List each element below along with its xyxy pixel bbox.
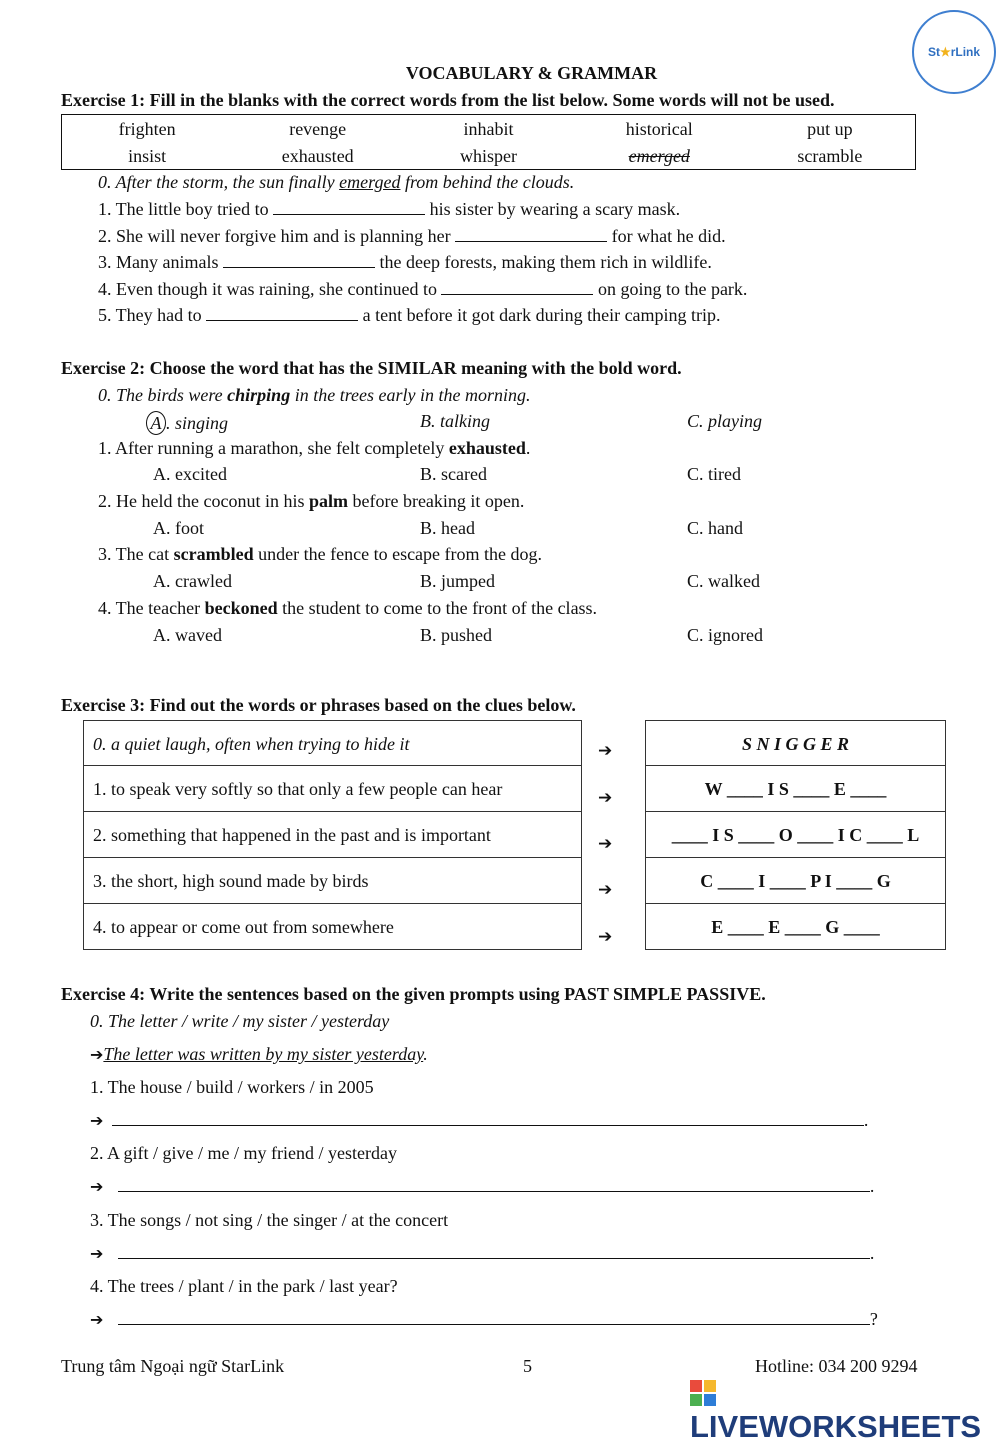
- answer-blank[interactable]: [441, 280, 593, 295]
- word-item: scramble: [797, 145, 863, 166]
- answer-line[interactable]: [118, 1310, 870, 1325]
- clue-cell: [83, 720, 582, 766]
- ex2-question-2: [98, 491, 524, 512]
- footer-center-name: Trung tâm Ngoại ngữ StarLink: [61, 1356, 285, 1376]
- ex1-item-text: 2. She will never forgive him and is planning her: [98, 226, 456, 246]
- clue-cell: [83, 766, 582, 812]
- ex1-item-3: [98, 252, 712, 273]
- answer-text: C ____ I ____ P I ____ G: [700, 871, 891, 891]
- ex4-prompt-4: 4. The trees / plant / in the park / last year?: [90, 1276, 398, 1296]
- answer-text: S N I G G E R: [741, 734, 850, 754]
- ex2-question-text: 1. After running a marathon, she felt completely: [98, 438, 449, 458]
- answer-text: W ____ I S ____ E ____: [704, 779, 887, 799]
- answer-line[interactable]: [112, 1111, 864, 1126]
- arrow-icon: ➔: [598, 880, 613, 900]
- ex1-example: [98, 172, 574, 193]
- arrow-icon: ➔: [90, 1310, 104, 1329]
- ex1-item-2: [98, 226, 726, 247]
- ex4-prompt-3: 3. The songs / not sing / the singer / at the concert: [90, 1210, 449, 1230]
- ex2-bold-word: scrambled: [173, 544, 254, 564]
- sentence-end: .: [869, 1176, 875, 1196]
- answer-cell[interactable]: [645, 904, 946, 950]
- ex1-item-text: 3. Many animals: [98, 252, 223, 272]
- word-item: put up: [807, 118, 853, 139]
- word-item: revenge: [289, 118, 347, 139]
- word-item: historical: [625, 118, 693, 139]
- ex2-question-text: 2. He held the coconut in his: [98, 491, 309, 511]
- ex4-prompt-1: 1. The house / build / workers / in 2005: [90, 1077, 374, 1097]
- ex1-item-text: his sister by wearing a scary mask.: [425, 199, 681, 219]
- answer-cell[interactable]: [645, 766, 946, 812]
- ex1-item-text: 4. Even though it was raining, she continued to: [98, 279, 442, 299]
- ex1-item-text: on going to the park.: [593, 279, 748, 299]
- ex2-question-text: 3. The cat: [98, 544, 174, 564]
- word-item: inhabit: [463, 118, 514, 139]
- arrow-icon: ➔: [598, 927, 613, 947]
- word-list: [61, 114, 916, 170]
- ex1-item-text: 5. They had to: [98, 305, 207, 325]
- exercise-4-heading: Exercise 4: Write the sentences based on the given prompts using PAST SIMPLE PASSIVE.: [61, 984, 766, 1004]
- exercise-3-heading: Exercise 3: Find out the words or phrases based on the clues below.: [61, 695, 576, 715]
- sentence-end: .: [863, 1110, 869, 1130]
- ex1-item-4: [98, 279, 747, 300]
- circled-answer: A: [146, 411, 166, 435]
- ex2-bold-word: palm: [308, 491, 348, 511]
- ex2-question-text: under the fence to escape from the dog.: [253, 544, 543, 564]
- ex2-example-option-b: B. talking: [420, 411, 490, 431]
- ex4-example-end: .: [423, 1044, 428, 1064]
- clue-text: 2. something that happened in the past and is important: [93, 825, 491, 845]
- arrow-icon: ➔: [598, 788, 613, 808]
- word-list-row: [62, 115, 916, 143]
- page-title: VOCABULARY & GRAMMAR: [405, 63, 658, 83]
- option-c[interactable]: C. tired: [687, 464, 741, 484]
- ex1-item-text: for what he did.: [607, 226, 726, 246]
- word-item: whisper: [459, 145, 517, 166]
- clue-text: 0. a quiet laugh, often when trying to hide it: [93, 734, 410, 754]
- ex4-example-prompt: 0. The letter / write / my sister / yesterday: [90, 1011, 390, 1031]
- option-c[interactable]: C. ignored: [687, 625, 763, 645]
- arrow-icon: ➔: [90, 1244, 104, 1263]
- arrow-icon: ➔: [598, 834, 613, 854]
- word-item: exhausted: [281, 145, 354, 166]
- clue-text: 4. to appear or come out from somewhere: [93, 917, 394, 937]
- option-b[interactable]: B. jumped: [420, 571, 495, 591]
- ex2-question-text: before breaking it open.: [347, 491, 525, 511]
- ex2-question-text: the student to come to the front of the class.: [277, 598, 598, 618]
- clue-cell: [83, 904, 582, 950]
- ex2-question-1: [98, 438, 530, 459]
- liveworksheets-logo-icon: [690, 1380, 716, 1406]
- ex4-answer-line-2: [90, 1176, 874, 1197]
- arrow-icon: ➔: [90, 1111, 104, 1130]
- ex4-example-answer: [90, 1044, 428, 1065]
- ex1-example-text-end: from behind the clouds.: [400, 172, 575, 192]
- answer-blank[interactable]: [223, 253, 375, 268]
- sentence-end: ?: [869, 1309, 878, 1329]
- answer-line[interactable]: [118, 1244, 870, 1259]
- ex2-question-text: .: [525, 438, 531, 458]
- ex2-question-text: in the trees early in the morning.: [290, 385, 531, 405]
- ex1-item-text: the deep forests, making them rich in wildlife.: [374, 252, 712, 272]
- option-a[interactable]: A. crawled: [153, 571, 232, 591]
- liveworksheets-watermark: [690, 1373, 1000, 1445]
- exercise-1-heading: Exercise 1: Fill in the blanks with the correct words from the list below. Some words will not be used.: [61, 90, 835, 110]
- answer-cell[interactable]: [645, 858, 946, 904]
- sentence-end: .: [869, 1243, 875, 1263]
- ex2-example-question: [98, 385, 531, 406]
- ex1-item-text: a tent before it got dark during their camping trip.: [358, 305, 721, 325]
- ex1-item-1: [98, 199, 680, 220]
- word-item: insist: [128, 145, 167, 166]
- arrow-icon: ➔: [598, 741, 613, 761]
- arrow-icon: ➔: [90, 1177, 104, 1196]
- ex2-question-text: 4. The teacher: [98, 598, 205, 618]
- ex4-answer-line-3: [90, 1243, 874, 1264]
- logo-text-2: rLink: [950, 45, 981, 59]
- word-item: frighten: [118, 118, 176, 139]
- ex4-answer-line-1: [90, 1110, 868, 1131]
- ex1-example-text: 0. After the storm, the sun finally: [98, 172, 340, 192]
- star-icon: ★: [939, 45, 951, 59]
- clue-text: 3. the short, high sound made by birds: [93, 871, 369, 891]
- ex2-example-option-c: C. playing: [687, 411, 762, 431]
- ex4-example-answer-text: The letter was written by my sister yesterday: [103, 1044, 424, 1064]
- ex2-question-4: [98, 598, 597, 619]
- clue-cell: [83, 812, 582, 858]
- logo-text-1: St: [927, 45, 940, 59]
- answer-blank[interactable]: [206, 306, 358, 321]
- answer-blank[interactable]: [273, 200, 425, 215]
- answer-cell: [645, 720, 946, 766]
- answer-text: E ____ E ____ G ____: [711, 917, 880, 937]
- ex2-bold-word: chirping: [227, 385, 291, 405]
- ex1-item-5: [98, 305, 721, 326]
- ex1-item-text: 1. The little boy tried to: [98, 199, 274, 219]
- ex2-example-option-a: [146, 411, 228, 435]
- word-list-row: [62, 142, 916, 170]
- footer-hotline: Hotline: 034 200 9294: [755, 1356, 918, 1376]
- option-b[interactable]: B. pushed: [420, 625, 492, 645]
- watermark-text: LIVEWORKSHEETS: [690, 1409, 982, 1444]
- answer-text: ____ I S ____ O ____ I C ____ L: [671, 825, 920, 845]
- option-c[interactable]: C. hand: [687, 518, 743, 538]
- arrow-icon: ➔: [90, 1045, 104, 1064]
- ex2-bold-word: exhausted: [448, 438, 526, 458]
- ex2-question-text: 0. The birds were: [98, 385, 228, 405]
- answer-blank[interactable]: [455, 227, 607, 242]
- ex2-question-3: [98, 544, 542, 565]
- page-number: 5: [523, 1356, 532, 1376]
- exercise-2-heading: Exercise 2: Choose the word that has the SIMILAR meaning with the bold word.: [61, 358, 682, 378]
- option-a[interactable]: A. waved: [153, 625, 222, 645]
- option-a[interactable]: A. foot: [153, 518, 204, 538]
- ex2-bold-word: beckoned: [204, 598, 278, 618]
- answer-line[interactable]: [118, 1177, 870, 1192]
- ex4-prompt-2: 2. A gift / give / me / my friend / yesterday: [90, 1143, 397, 1163]
- option-b[interactable]: B. head: [420, 518, 475, 538]
- answer-cell[interactable]: [645, 812, 946, 858]
- ex1-example-answer: emerged: [339, 172, 401, 192]
- option-text: . singing: [166, 413, 229, 433]
- option-a[interactable]: A. excited: [153, 464, 227, 484]
- option-c[interactable]: C. walked: [687, 571, 760, 591]
- clue-cell: [83, 858, 582, 904]
- ex4-answer-line-4: [90, 1309, 878, 1330]
- clue-text: 1. to speak very softly so that only a few people can hear: [93, 779, 503, 799]
- word-item-used: emerged: [628, 145, 690, 166]
- option-b[interactable]: B. scared: [420, 464, 487, 484]
